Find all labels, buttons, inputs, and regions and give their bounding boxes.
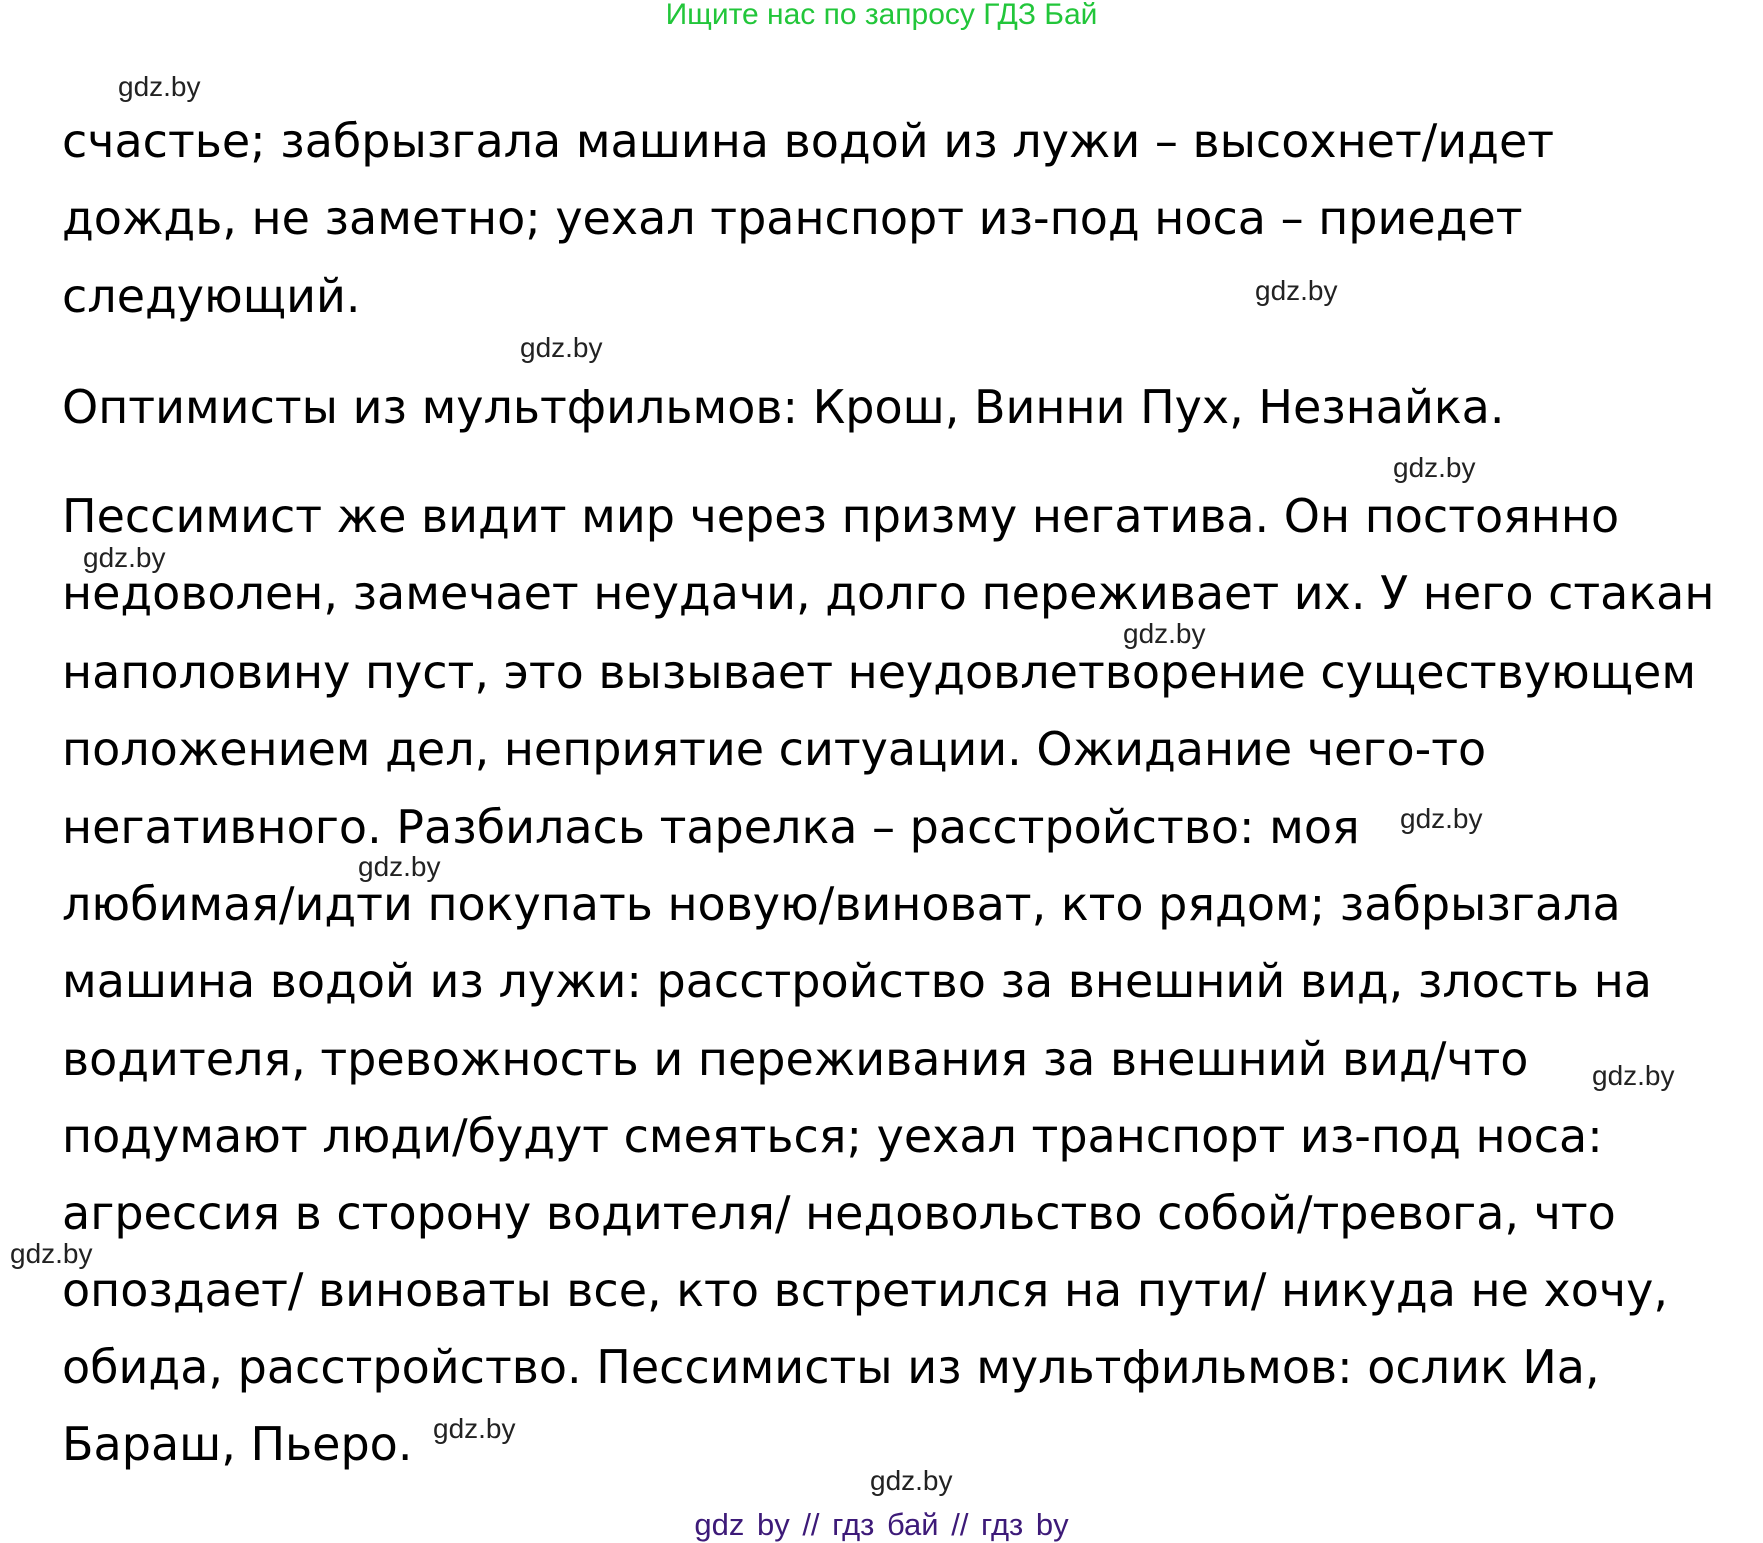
- search-banner: Ищите нас по запросу ГДЗ Бай: [665, 0, 1098, 31]
- text-line: водителя, тревожность и переживания за внешний вид/что: [62, 1032, 1529, 1086]
- text-line: дождь, не заметно; уехал транспорт из-под носа – приедет: [62, 191, 1523, 245]
- text-line: негативного. Разбилась тарелка – расстройство: моя: [62, 800, 1360, 854]
- text-line: наполовину пуст, это вызывает неудовлетворение существующем: [62, 645, 1697, 699]
- watermark: gdz.by: [1400, 803, 1483, 834]
- text-line: недоволен, замечает неудачи, долго переживает их. У него стакан: [62, 566, 1715, 620]
- text-line: Оптимисты из мультфильмов: Крош, Винни Пух, Незнайка.: [62, 380, 1505, 434]
- text-line: обида, расстройство. Пессимисты из мультфильмов: ослик Иа,: [62, 1340, 1600, 1394]
- text-line: положением дел, неприятие ситуации. Ожидание чего-то: [62, 722, 1487, 776]
- watermark: gdz.by: [433, 1413, 516, 1444]
- watermark: gdz.by: [83, 542, 166, 573]
- watermark: gdz.by: [520, 332, 603, 363]
- text-line: машина водой из лужи: расстройство за внешний вид, злость на: [62, 954, 1652, 1008]
- text-line: следующий.: [62, 269, 361, 323]
- watermark: gdz.by: [10, 1238, 93, 1269]
- text-line: счастье; забрызгала машина водой из лужи – высохнет/идет: [62, 114, 1555, 168]
- watermark: gdz.by: [358, 851, 441, 882]
- watermark: gdz.by: [1592, 1060, 1675, 1091]
- watermark: gdz.by: [1255, 275, 1338, 306]
- text-line: Бараш, Пьеро.: [62, 1417, 413, 1471]
- footer-links: gdz by // гдз бай // гдз by: [694, 1507, 1069, 1542]
- watermark: gdz.by: [1393, 452, 1476, 483]
- text-line: любимая/идти покупать новую/виноват, кто рядом; забрызгала: [62, 877, 1621, 931]
- text-line: Пессимист же видит мир через призму негатива. Он постоянно: [62, 489, 1620, 543]
- watermark: gdz.by: [118, 71, 201, 102]
- text-line: опоздает/ виноваты все, кто встретился на пути/ никуда не хочу,: [62, 1263, 1668, 1317]
- watermark: gdz.by: [870, 1465, 953, 1496]
- watermark: gdz.by: [1123, 618, 1206, 649]
- text-line: агрессия в сторону водителя/ недовольство собой/тревога, что: [62, 1186, 1616, 1240]
- text-line: подумают люди/будут смеяться; уехал транспорт из-под носа:: [62, 1109, 1603, 1163]
